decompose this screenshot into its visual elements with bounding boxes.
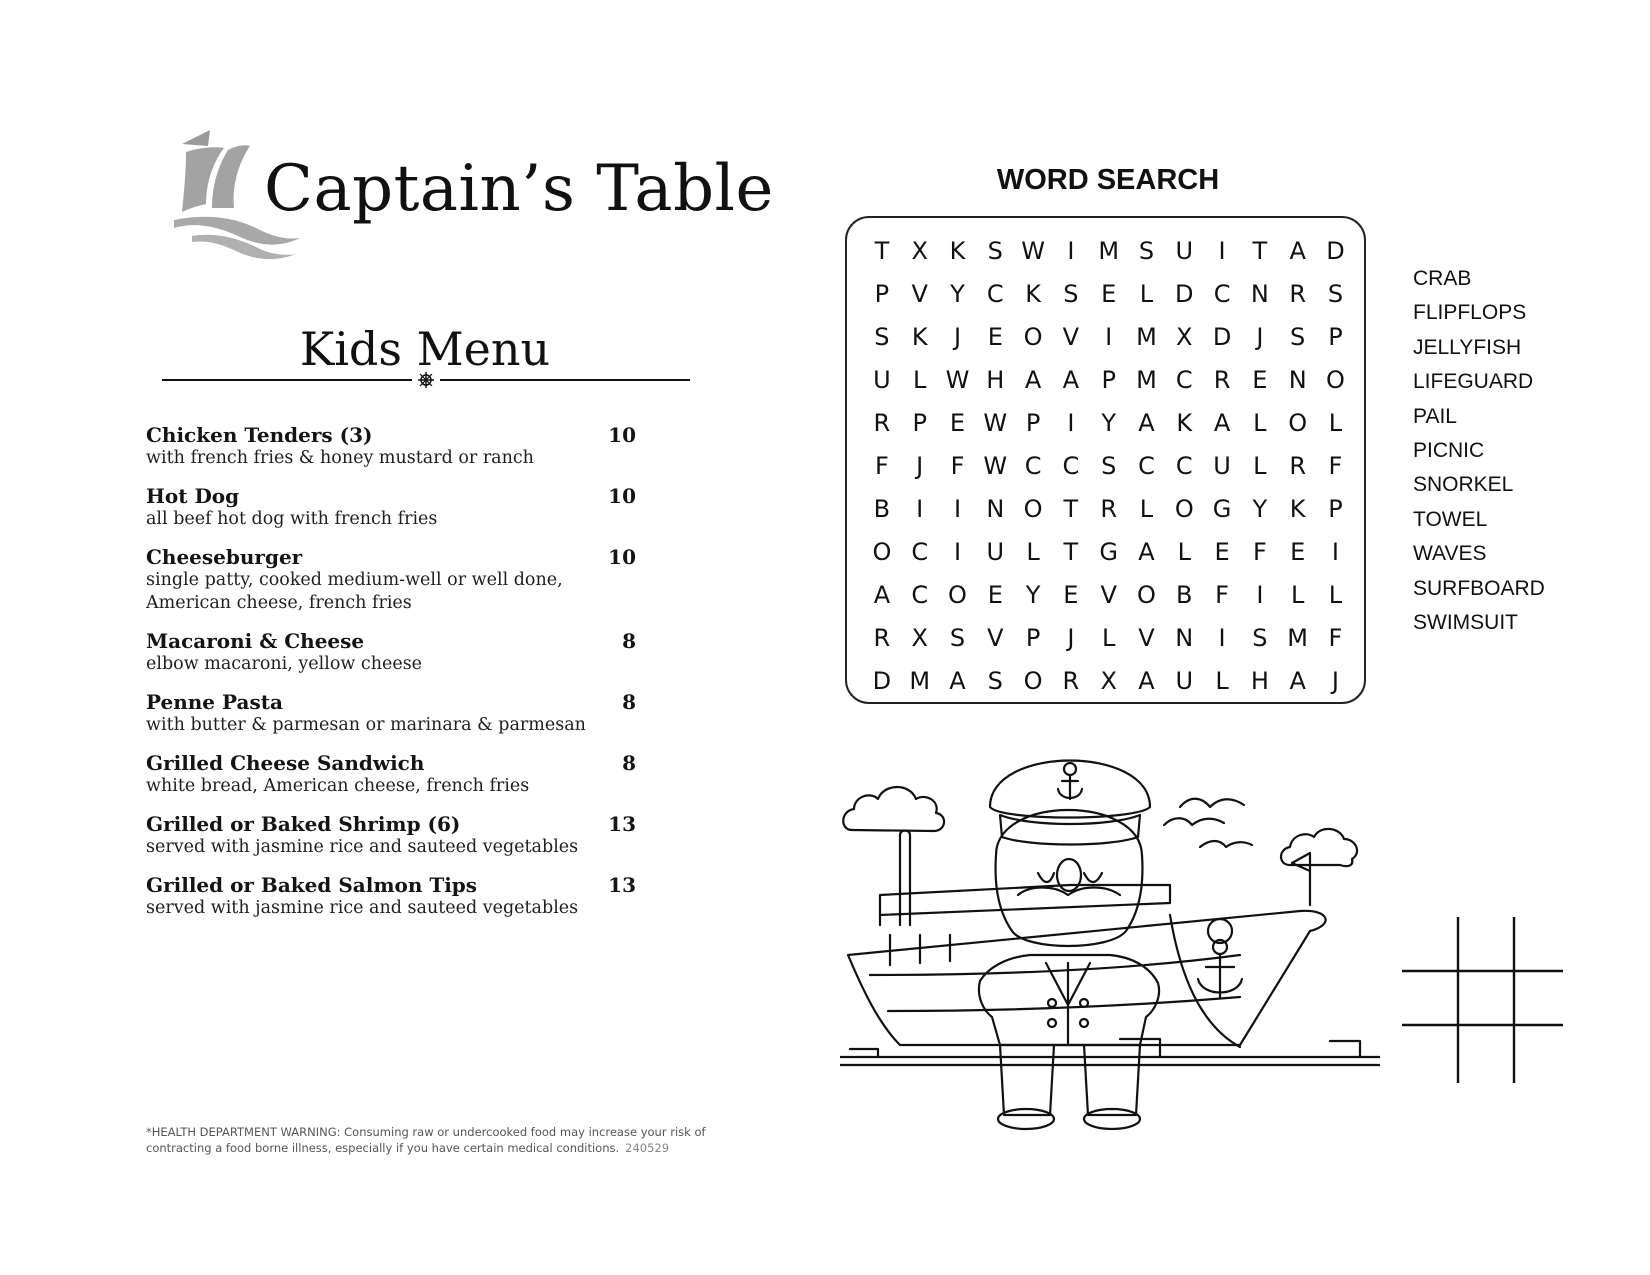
tic-tac-toe-grid	[1400, 915, 1565, 1085]
item-name: Grilled or Baked Salmon Tips	[146, 873, 478, 897]
grid-letter: E	[987, 323, 1003, 351]
grid-letter: U	[1175, 237, 1194, 265]
item-name: Grilled or Baked Shrimp (6)	[146, 812, 461, 836]
search-word: SWIMSUIT	[1413, 610, 1518, 634]
grid-letter: I	[1067, 409, 1075, 437]
grid-letter: N	[986, 495, 1005, 523]
grid-letter: J	[916, 452, 924, 480]
grid-letter: P	[1328, 495, 1343, 523]
grid-letter: R	[1062, 667, 1080, 695]
word-search-grid	[845, 216, 1366, 704]
grid-letter: L	[1215, 667, 1229, 695]
search-word: LIFEGUARD	[1413, 370, 1534, 394]
item-description: with french fries & honey mustard or ranch	[146, 448, 534, 468]
grid-letter: O	[1023, 667, 1043, 695]
grid-letter: L	[1139, 280, 1154, 308]
grid-letter: L	[1328, 409, 1343, 437]
grid-letter: F	[874, 452, 889, 480]
grid-letter: A	[1138, 409, 1155, 437]
item-description: all beef hot dog with french fries	[146, 509, 438, 529]
item-price: 13	[608, 873, 636, 897]
grid-letter: O	[948, 581, 967, 609]
grid-letter: C	[911, 581, 929, 609]
grid-letter: V	[1138, 624, 1155, 652]
grid-letter: W	[983, 409, 1008, 437]
grid-letter: A	[1024, 366, 1042, 394]
grid-letter: S	[1290, 323, 1306, 351]
grid-letter: X	[911, 624, 928, 652]
grid-letter: A	[949, 667, 966, 695]
grid-letter: Y	[1025, 581, 1041, 609]
grid-letter: L	[1101, 624, 1116, 652]
grid-letter: S	[1063, 280, 1079, 308]
grid-letter: S	[1252, 624, 1268, 652]
grid-letter: L	[1026, 538, 1040, 566]
grid-letter: U	[1175, 667, 1194, 695]
grid-letter: M	[909, 667, 931, 695]
menu-item	[146, 690, 646, 737]
grid-letter: W	[945, 366, 970, 394]
item-price: 8	[622, 751, 636, 775]
item-price: 8	[622, 690, 636, 714]
grid-letter: I	[1256, 581, 1264, 609]
grid-letter: C	[1024, 452, 1042, 480]
warning-text: *HEALTH DEPARTMENT WARNING: Consuming raw or undercooked food may increase your risk of contracting a food borne illness, especially if you have certain medical conditions.	[146, 1125, 706, 1155]
grid-letter: S	[987, 667, 1003, 695]
grid-letter: T	[1063, 538, 1079, 566]
grid-letter: K	[949, 237, 966, 265]
grid-letter: F	[1328, 624, 1343, 652]
grid-letter: I	[953, 538, 962, 566]
grid-letter: M	[1287, 624, 1309, 652]
grid-letter: F	[950, 452, 965, 480]
grid-letter: X	[911, 237, 928, 265]
grid-letter: L	[913, 366, 927, 394]
word-search-title: WORD SEARCH	[996, 164, 1220, 196]
helm-wheel-icon	[418, 372, 434, 388]
grid-letter: O	[1174, 495, 1194, 523]
grid-letter: J	[953, 323, 962, 351]
menu-items	[146, 423, 646, 934]
grid-letter: G	[1099, 538, 1118, 566]
grid-letter: C	[1138, 452, 1155, 480]
item-description: served with jasmine rice and sauteed vegetables	[146, 898, 579, 918]
search-word: TOWEL	[1413, 507, 1488, 531]
item-description: elbow macaroni, yellow cheese	[146, 654, 423, 674]
grid-letter: O	[1288, 409, 1308, 437]
grid-letter: T	[874, 237, 890, 265]
grid-letter: O	[872, 538, 892, 566]
grid-letter: A	[1138, 538, 1155, 566]
grid-letter: N	[1288, 366, 1307, 394]
grid-letter: V	[987, 624, 1004, 652]
flag-icon	[1292, 853, 1310, 905]
grid-letter: E	[1063, 581, 1079, 609]
grid-letter: C	[911, 538, 929, 566]
grid-letter: A	[1062, 366, 1080, 394]
grid-letter: M	[1136, 366, 1157, 394]
grid-letter: T	[1252, 237, 1268, 265]
grid-letter: C	[986, 280, 1004, 308]
letter-grid	[863, 230, 1354, 703]
grid-letter: I	[953, 495, 962, 523]
word-list	[1413, 264, 1545, 642]
grid-letter: C	[1213, 280, 1231, 308]
grid-letter: R	[873, 624, 891, 652]
grid-letter: B	[1176, 581, 1193, 609]
grid-letter: I	[1218, 237, 1226, 265]
menu-title: Kids Menu	[299, 322, 551, 376]
grid-letter: O	[1023, 495, 1043, 523]
grid-letter: P	[1025, 624, 1041, 652]
grid-letter: L	[1177, 538, 1191, 566]
grid-letter: P	[1328, 323, 1343, 351]
cloud-icon	[843, 787, 944, 831]
grid-letter: L	[1290, 581, 1305, 609]
item-name: Macaroni & Cheese	[146, 629, 365, 653]
grid-letter: O	[1023, 323, 1043, 351]
bird-icon	[1180, 799, 1244, 807]
grid-letter: E	[1101, 280, 1117, 308]
item-name: Grilled Cheese Sandwich	[146, 751, 425, 775]
bird-icon	[1200, 841, 1252, 847]
grid-letter: R	[1289, 280, 1306, 308]
item-name: Chicken Tenders (3)	[146, 423, 373, 447]
search-word: FLIPFLOPS	[1413, 301, 1527, 325]
anchor-icon	[1058, 763, 1082, 799]
item-description: served with jasmine rice and sauteed vegetables	[146, 837, 579, 857]
item-price: 10	[608, 545, 636, 569]
menu-item	[146, 812, 646, 859]
item-price: 13	[608, 812, 636, 836]
grid-letter: G	[1212, 495, 1232, 523]
search-word: SNORKEL	[1413, 473, 1514, 497]
grid-letter: O	[1137, 581, 1156, 609]
item-price: 8	[622, 629, 636, 653]
grid-letter: U	[1213, 452, 1231, 480]
item-description: white bread, American cheese, french fries	[146, 776, 530, 796]
grid-letter: P	[874, 280, 890, 308]
title-divider	[162, 370, 690, 390]
grid-letter: E	[987, 581, 1003, 609]
search-word: WAVES	[1413, 542, 1487, 566]
grid-letter: U	[873, 366, 891, 394]
grid-letter: U	[986, 538, 1005, 566]
item-description: single patty, cooked medium-well or well done, American cheese, french fries	[146, 570, 563, 613]
grid-letter: P	[1025, 409, 1041, 437]
grid-letter: C	[1175, 366, 1193, 394]
grid-letter: J	[1256, 323, 1264, 351]
grid-letter: I	[1331, 538, 1339, 566]
grid-letter: L	[1328, 581, 1343, 609]
cloud-icon	[1281, 829, 1357, 866]
grid-letter: H	[986, 366, 1005, 394]
grid-letter: E	[1252, 366, 1268, 394]
grid-letter: R	[873, 409, 891, 437]
grid-letter: E	[1214, 538, 1230, 566]
grid-letter: I	[1105, 323, 1113, 351]
grid-letter: T	[1063, 495, 1079, 523]
anchor-icon	[1198, 919, 1242, 997]
grid-letter: B	[873, 495, 891, 523]
item-price: 10	[608, 484, 636, 508]
grid-letter: A	[1289, 667, 1306, 695]
grid-letter: S	[949, 624, 966, 652]
grid-letter: Y	[1101, 409, 1117, 437]
brand-logo	[172, 124, 774, 264]
grid-letter: C	[1175, 452, 1193, 480]
grid-letter: P	[912, 409, 927, 437]
grid-letter: J	[1331, 667, 1339, 695]
grid-letter: D	[1326, 237, 1345, 265]
grid-letter: L	[1253, 452, 1267, 480]
grid-letter: W	[1021, 237, 1045, 265]
search-word: SURFBOARD	[1413, 576, 1545, 600]
item-description: with butter & parmesan or marinara & parmesan	[146, 715, 586, 735]
grid-letter: E	[1290, 538, 1306, 566]
item-name: Cheeseburger	[146, 545, 303, 569]
menu-item	[146, 629, 646, 676]
grid-letter: Y	[1252, 495, 1268, 523]
grid-letter: H	[1250, 667, 1269, 695]
menu-item	[146, 751, 646, 798]
grid-letter: S	[987, 237, 1003, 265]
grid-letter: X	[1176, 323, 1193, 351]
grid-letter: C	[1062, 452, 1080, 480]
grid-letter: I	[916, 495, 924, 523]
grid-letter: V	[1062, 323, 1080, 351]
search-word: PAIL	[1413, 404, 1457, 428]
grid-letter: F	[1252, 538, 1267, 566]
item-name: Hot Dog	[146, 484, 240, 508]
menu-item	[146, 423, 646, 470]
grid-letter: S	[874, 323, 890, 351]
grid-letter: R	[1100, 495, 1118, 523]
grid-letter: K	[1289, 495, 1306, 523]
grid-letter: S	[1138, 237, 1155, 265]
grid-letter: A	[1213, 409, 1231, 437]
grid-letter: S	[1101, 452, 1117, 480]
grid-letter: V	[1100, 581, 1117, 609]
grid-letter: K	[1025, 280, 1041, 308]
grid-letter: N	[1250, 280, 1269, 308]
bird-icon	[1164, 818, 1224, 825]
grid-letter: D	[872, 667, 892, 695]
grid-letter: A	[873, 581, 891, 609]
grid-letter: J	[1067, 624, 1075, 652]
grid-letter: N	[1175, 624, 1194, 652]
grid-letter: E	[949, 409, 966, 437]
grid-letter: R	[1289, 452, 1306, 480]
grid-letter: A	[1138, 667, 1155, 695]
grid-letter: F	[1215, 581, 1229, 609]
menu-item	[146, 873, 646, 920]
grid-letter: M	[1136, 323, 1157, 351]
grid-letter: A	[1289, 237, 1306, 265]
search-word: CRAB	[1413, 267, 1472, 290]
menu-item	[146, 484, 646, 531]
grid-letter: K	[1176, 409, 1193, 437]
health-warning	[146, 1124, 746, 1156]
grid-letter: V	[911, 280, 928, 308]
grid-letter: Y	[950, 280, 965, 308]
grid-letter: D	[1175, 280, 1194, 308]
grid-letter: X	[1100, 667, 1117, 695]
grid-letter: I	[1218, 624, 1226, 652]
grid-letter: K	[911, 323, 928, 351]
grid-letter: W	[983, 452, 1008, 480]
item-price: 10	[608, 423, 636, 447]
grid-letter: S	[1327, 280, 1344, 308]
search-word: PICNIC	[1413, 438, 1485, 462]
grid-letter: P	[1101, 366, 1116, 394]
grid-letter: O	[1326, 366, 1345, 394]
grid-letter: L	[1139, 495, 1154, 523]
grid-letter: R	[1213, 366, 1231, 394]
item-name: Penne Pasta	[146, 690, 283, 714]
grid-letter: F	[1328, 452, 1343, 480]
brand-name: Captain’s Table	[264, 152, 774, 226]
menu-item	[146, 545, 646, 615]
grid-letter: D	[1212, 323, 1232, 351]
document-code: 240529	[625, 1141, 670, 1155]
grid-letter: I	[1067, 237, 1075, 265]
captain-illustration	[840, 735, 1380, 1195]
grid-letter: M	[1098, 237, 1120, 265]
grid-letter: L	[1253, 409, 1267, 437]
search-word: JELLYFISH	[1413, 335, 1522, 359]
